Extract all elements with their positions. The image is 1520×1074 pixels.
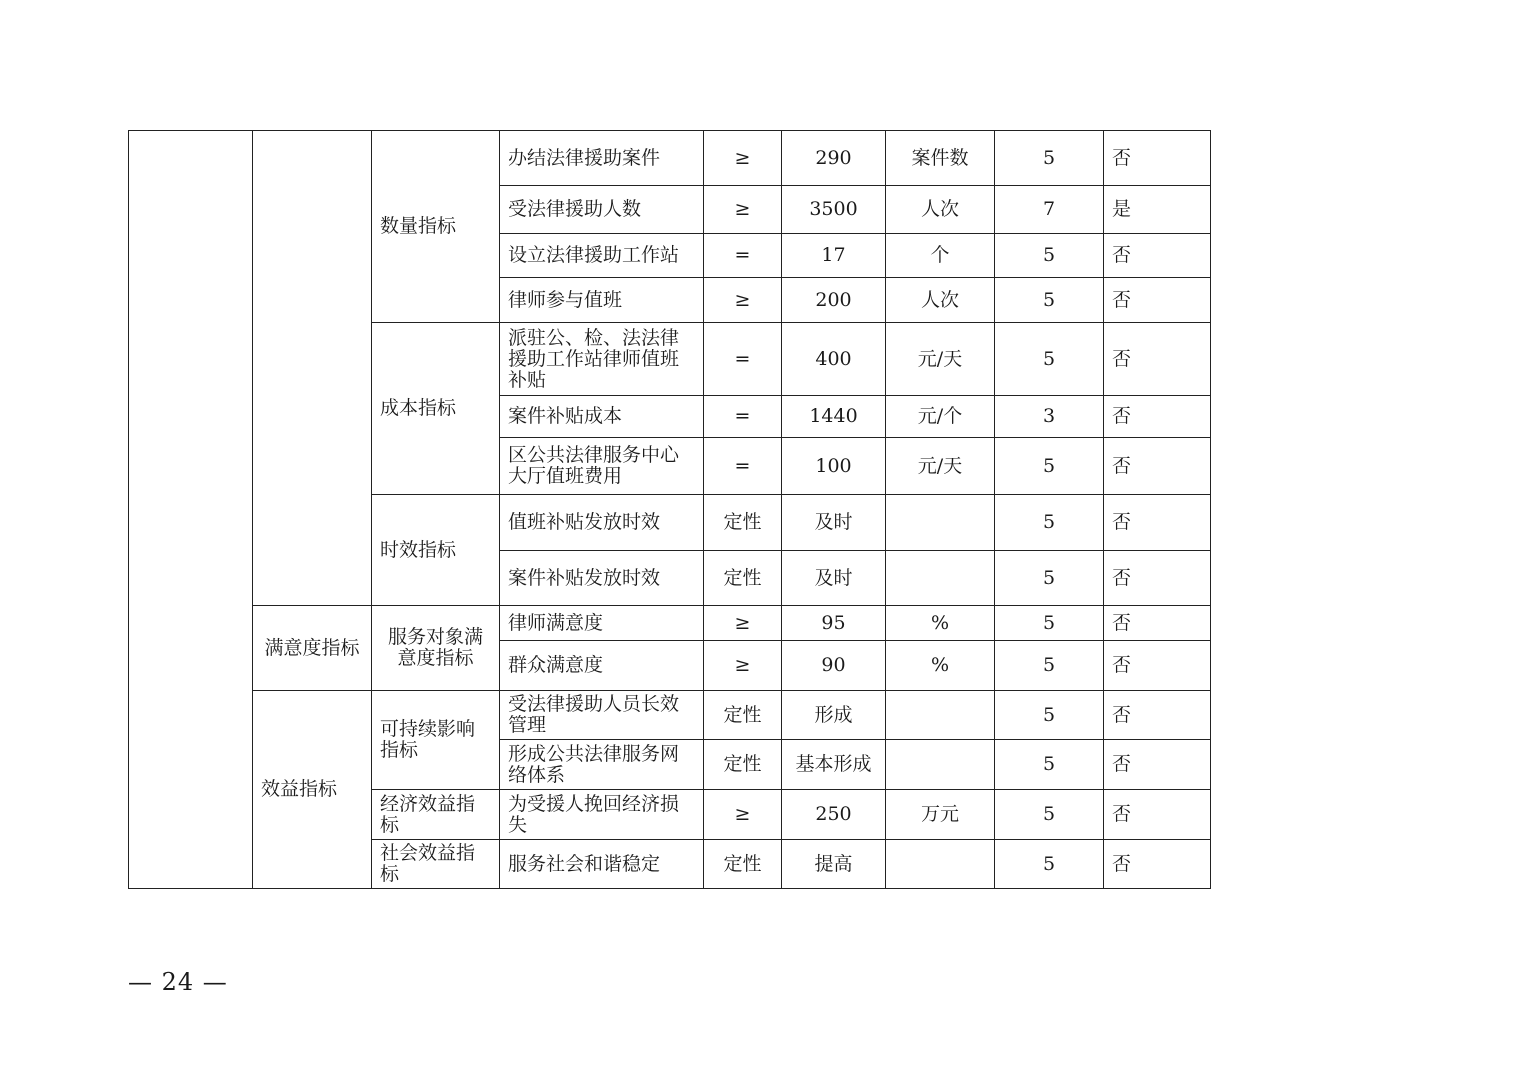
indicator-core: 否 bbox=[1104, 234, 1211, 278]
indicator-name: 群众满意度 bbox=[500, 641, 704, 691]
indicator-weight: 5 bbox=[995, 278, 1104, 323]
indicator-value: 90 bbox=[782, 641, 886, 691]
indicator-unit bbox=[886, 840, 995, 889]
indicator-value: 290 bbox=[782, 131, 886, 186]
indicator-name: 区公共法律服务中心大厅值班费用 bbox=[500, 438, 704, 495]
indicator-core: 否 bbox=[1104, 278, 1211, 323]
indicator-unit: % bbox=[886, 641, 995, 691]
indicator-unit: 人次 bbox=[886, 186, 995, 234]
indicator-weight: 5 bbox=[995, 551, 1104, 606]
indicator-name: 派驻公、检、法法律援助工作站律师值班补贴 bbox=[500, 323, 704, 396]
indicator-name: 值班补贴发放时效 bbox=[500, 495, 704, 551]
table-row bbox=[129, 691, 1211, 740]
indicator-operator: = bbox=[704, 396, 782, 438]
indicator-value: 形成 bbox=[782, 691, 886, 740]
indicator-operator: 定性 bbox=[704, 740, 782, 790]
indicator-value: 提高 bbox=[782, 840, 886, 889]
indicator-operator: 定性 bbox=[704, 840, 782, 889]
indicator-unit: 案件数 bbox=[886, 131, 995, 186]
indicator-core: 否 bbox=[1104, 606, 1211, 641]
level3-social: 社会效益指标 bbox=[372, 840, 500, 889]
indicator-name: 设立法律援助工作站 bbox=[500, 234, 704, 278]
indicator-value: 及时 bbox=[782, 495, 886, 551]
level3-cost: 成本指标 bbox=[372, 323, 500, 495]
indicator-operator: ≥ bbox=[704, 790, 782, 840]
indicator-operator: = bbox=[704, 323, 782, 396]
indicator-unit: 元/天 bbox=[886, 323, 995, 396]
indicator-name: 形成公共法律服务网络体系 bbox=[500, 740, 704, 790]
performance-indicator-table bbox=[128, 130, 1211, 889]
indicator-name: 受法律援助人员长效管理 bbox=[500, 691, 704, 740]
indicator-weight: 5 bbox=[995, 740, 1104, 790]
indicator-operator: 定性 bbox=[704, 495, 782, 551]
indicator-unit bbox=[886, 740, 995, 790]
indicator-value: 400 bbox=[782, 323, 886, 396]
level3-economic: 经济效益指标 bbox=[372, 790, 500, 840]
indicator-value: 3500 bbox=[782, 186, 886, 234]
indicator-name: 案件补贴发放时效 bbox=[500, 551, 704, 606]
indicator-unit bbox=[886, 691, 995, 740]
indicator-value: 基本形成 bbox=[782, 740, 886, 790]
table-row bbox=[129, 131, 1211, 186]
indicator-unit: 人次 bbox=[886, 278, 995, 323]
indicator-core: 否 bbox=[1104, 691, 1211, 740]
indicator-value: 200 bbox=[782, 278, 886, 323]
indicator-value: 17 bbox=[782, 234, 886, 278]
indicator-name: 受法律援助人数 bbox=[500, 186, 704, 234]
indicator-operator: = bbox=[704, 234, 782, 278]
indicator-weight: 5 bbox=[995, 234, 1104, 278]
indicator-weight: 5 bbox=[995, 790, 1104, 840]
indicator-weight: 5 bbox=[995, 840, 1104, 889]
indicator-operator: ≥ bbox=[704, 186, 782, 234]
indicator-unit: 元/个 bbox=[886, 396, 995, 438]
indicator-core: 否 bbox=[1104, 641, 1211, 691]
level2-satisfaction: 满意度指标 bbox=[253, 606, 372, 691]
indicator-core: 否 bbox=[1104, 323, 1211, 396]
level3-timeliness: 时效指标 bbox=[372, 495, 500, 606]
indicator-operator: ≥ bbox=[704, 641, 782, 691]
indicator-weight: 5 bbox=[995, 641, 1104, 691]
indicator-value: 100 bbox=[782, 438, 886, 495]
indicator-operator: ≥ bbox=[704, 131, 782, 186]
indicator-unit: 个 bbox=[886, 234, 995, 278]
indicator-value: 1440 bbox=[782, 396, 886, 438]
indicator-unit bbox=[886, 551, 995, 606]
indicator-weight: 5 bbox=[995, 323, 1104, 396]
indicator-unit: 元/天 bbox=[886, 438, 995, 495]
level3-sustainable: 可持续影响指标 bbox=[372, 691, 500, 790]
indicator-value: 95 bbox=[782, 606, 886, 641]
indicator-weight: 5 bbox=[995, 691, 1104, 740]
indicator-operator: 定性 bbox=[704, 551, 782, 606]
indicator-name: 律师参与值班 bbox=[500, 278, 704, 323]
indicator-operator: = bbox=[704, 438, 782, 495]
indicator-operator: ≥ bbox=[704, 606, 782, 641]
indicator-operator: ≥ bbox=[704, 278, 782, 323]
indicator-name: 案件补贴成本 bbox=[500, 396, 704, 438]
level3-service-satisfaction: 服务对象满意度指标 bbox=[372, 606, 500, 691]
indicator-value: 及时 bbox=[782, 551, 886, 606]
level3-quantity: 数量指标 bbox=[372, 131, 500, 323]
indicator-name: 办结法律援助案件 bbox=[500, 131, 704, 186]
level1-cell-empty bbox=[129, 131, 253, 889]
indicator-unit: 万元 bbox=[886, 790, 995, 840]
indicator-weight: 5 bbox=[995, 495, 1104, 551]
indicator-core: 否 bbox=[1104, 790, 1211, 840]
indicator-core: 否 bbox=[1104, 551, 1211, 606]
level2-cell-output bbox=[253, 131, 372, 606]
indicator-core: 否 bbox=[1104, 495, 1211, 551]
indicator-core: 否 bbox=[1104, 396, 1211, 438]
indicator-core: 否 bbox=[1104, 131, 1211, 186]
indicator-core: 是 bbox=[1104, 186, 1211, 234]
level2-benefit: 效益指标 bbox=[253, 691, 372, 889]
indicator-core: 否 bbox=[1104, 840, 1211, 889]
indicator-operator: 定性 bbox=[704, 691, 782, 740]
table-row bbox=[129, 606, 1211, 641]
indicator-name: 律师满意度 bbox=[500, 606, 704, 641]
indicator-core: 否 bbox=[1104, 438, 1211, 495]
page-number: — 24 — bbox=[128, 968, 228, 996]
indicator-name: 服务社会和谐稳定 bbox=[500, 840, 704, 889]
indicator-name: 为受援人挽回经济损失 bbox=[500, 790, 704, 840]
indicator-core: 否 bbox=[1104, 740, 1211, 790]
indicator-weight: 7 bbox=[995, 186, 1104, 234]
indicator-value: 250 bbox=[782, 790, 886, 840]
indicator-weight: 5 bbox=[995, 606, 1104, 641]
indicator-unit: % bbox=[886, 606, 995, 641]
indicator-unit bbox=[886, 495, 995, 551]
indicator-weight: 5 bbox=[995, 131, 1104, 186]
indicator-weight: 3 bbox=[995, 396, 1104, 438]
indicator-weight: 5 bbox=[995, 438, 1104, 495]
